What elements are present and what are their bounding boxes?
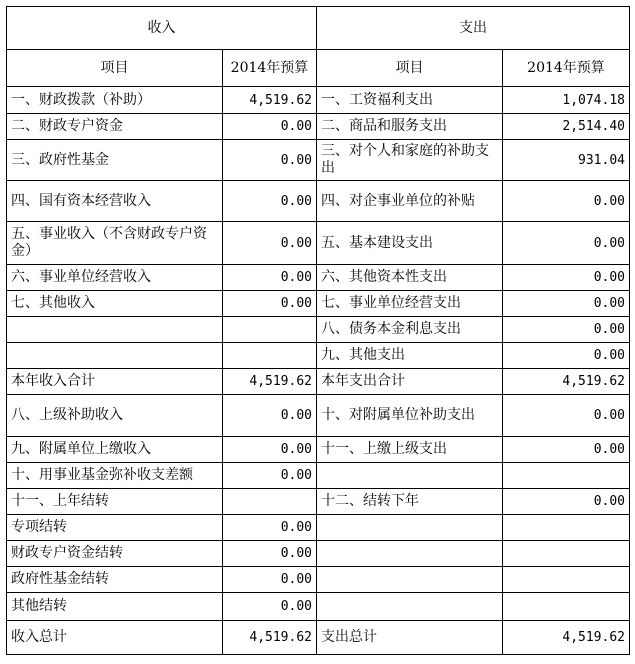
income-amount: 0.00 bbox=[223, 567, 317, 593]
expense-amount: 2,514.40 bbox=[503, 114, 630, 140]
section-header-row bbox=[7, 7, 630, 50]
expense-amount: 1,074.18 bbox=[503, 87, 630, 114]
income-item: 四、国有资本经营收入 bbox=[7, 181, 223, 222]
expense-amount bbox=[503, 515, 630, 541]
carryover-row bbox=[7, 515, 630, 541]
income-item: 一、财政拨款（补助） bbox=[7, 87, 223, 114]
expense-total-label: 支出总计 bbox=[317, 621, 503, 655]
income-amount: 0.00 bbox=[223, 265, 317, 291]
table-row bbox=[7, 87, 630, 114]
expense-budget-header: 2014年预算 bbox=[503, 50, 630, 87]
table-row bbox=[7, 343, 630, 369]
expense-item: 二、商品和服务支出 bbox=[317, 114, 503, 140]
income-item: 六、事业单位经营收入 bbox=[7, 265, 223, 291]
income-amount bbox=[223, 489, 317, 515]
income-item-header: 项目 bbox=[7, 50, 223, 87]
income-budget-header: 2014年预算 bbox=[223, 50, 317, 87]
income-item: 五、事业收入（不含财政专户资金） bbox=[7, 222, 223, 265]
income-section-header: 收入 bbox=[7, 7, 317, 50]
budget-table bbox=[6, 6, 630, 655]
income-item: 九、附属单位上缴收入 bbox=[7, 437, 223, 463]
expense-amount: 931.04 bbox=[503, 140, 630, 181]
expense-item: 三、对个人和家庭的补助支出 bbox=[317, 140, 503, 181]
table-row bbox=[7, 140, 630, 181]
income-amount: 0.00 bbox=[223, 222, 317, 265]
expense-total-amount: 4,519.62 bbox=[503, 621, 630, 655]
income-item: 二、财政专户资金 bbox=[7, 114, 223, 140]
table-row bbox=[7, 265, 630, 291]
expense-item: 四、对企事业单位的补贴 bbox=[317, 181, 503, 222]
income-amount: 0.00 bbox=[223, 515, 317, 541]
income-total-amount: 4,519.62 bbox=[223, 621, 317, 655]
expense-item: 八、债务本金利息支出 bbox=[317, 317, 503, 343]
table-row bbox=[7, 181, 630, 222]
expense-amount: 0.00 bbox=[503, 181, 630, 222]
table-row bbox=[7, 395, 630, 437]
expense-item: 九、其他支出 bbox=[317, 343, 503, 369]
income-item: 三、政府性基金 bbox=[7, 140, 223, 181]
expense-amount: 0.00 bbox=[503, 489, 630, 515]
income-total-label: 收入总计 bbox=[7, 621, 223, 655]
income-item: 八、上级补助收入 bbox=[7, 395, 223, 437]
income-amount: 0.00 bbox=[223, 463, 317, 489]
expense-subtotal-label: 本年支出合计 bbox=[317, 369, 503, 395]
expense-item-header: 项目 bbox=[317, 50, 503, 87]
expense-item: 五、基本建设支出 bbox=[317, 222, 503, 265]
income-item bbox=[7, 317, 223, 343]
expense-amount: 0.00 bbox=[503, 437, 630, 463]
expense-item: 六、其他资本性支出 bbox=[317, 265, 503, 291]
income-item: 十一、上年结转 bbox=[7, 489, 223, 515]
expense-item: 十二、结转下年 bbox=[317, 489, 503, 515]
expense-subtotal-amount: 4,519.62 bbox=[503, 369, 630, 395]
table-row bbox=[7, 114, 630, 140]
table-row bbox=[7, 291, 630, 317]
income-subtotal-amount: 4,519.62 bbox=[223, 369, 317, 395]
income-amount bbox=[223, 317, 317, 343]
expense-amount: 0.00 bbox=[503, 317, 630, 343]
income-amount: 0.00 bbox=[223, 181, 317, 222]
grand-total-row bbox=[7, 621, 630, 655]
expense-item bbox=[317, 463, 503, 489]
income-amount: 0.00 bbox=[223, 593, 317, 621]
expense-item bbox=[317, 593, 503, 621]
table-row bbox=[7, 463, 630, 489]
income-amount: 0.00 bbox=[223, 395, 317, 437]
income-amount bbox=[223, 343, 317, 369]
carryover-row bbox=[7, 593, 630, 621]
expense-item bbox=[317, 515, 503, 541]
expense-item: 十一、上缴上级支出 bbox=[317, 437, 503, 463]
table-row bbox=[7, 222, 630, 265]
income-subtotal-label: 本年收入合计 bbox=[7, 369, 223, 395]
expense-amount: 0.00 bbox=[503, 343, 630, 369]
income-item: 七、其他收入 bbox=[7, 291, 223, 317]
expense-amount: 0.00 bbox=[503, 291, 630, 317]
budget-table-wrapper bbox=[6, 6, 630, 655]
income-carryover-item: 其他结转 bbox=[7, 593, 223, 621]
expense-amount: 0.00 bbox=[503, 222, 630, 265]
expense-item: 一、工资福利支出 bbox=[317, 87, 503, 114]
income-amount: 0.00 bbox=[223, 291, 317, 317]
income-amount: 0.00 bbox=[223, 541, 317, 567]
income-amount: 0.00 bbox=[223, 114, 317, 140]
expense-amount: 0.00 bbox=[503, 265, 630, 291]
expense-amount: 0.00 bbox=[503, 395, 630, 437]
income-carryover-item: 专项结转 bbox=[7, 515, 223, 541]
expense-amount bbox=[503, 567, 630, 593]
expense-item: 七、事业单位经营支出 bbox=[317, 291, 503, 317]
column-header-row bbox=[7, 50, 630, 87]
table-row bbox=[7, 489, 630, 515]
income-carryover-item: 政府性基金结转 bbox=[7, 567, 223, 593]
expense-amount bbox=[503, 541, 630, 567]
income-amount: 4,519.62 bbox=[223, 87, 317, 114]
subtotal-row bbox=[7, 369, 630, 395]
expense-item: 十、对附属单位补助支出 bbox=[317, 395, 503, 437]
expense-amount bbox=[503, 463, 630, 489]
expense-amount bbox=[503, 593, 630, 621]
expense-item bbox=[317, 567, 503, 593]
expense-section-header: 支出 bbox=[317, 7, 630, 50]
income-amount: 0.00 bbox=[223, 140, 317, 181]
table-row bbox=[7, 437, 630, 463]
income-item: 十、用事业基金弥补收支差额 bbox=[7, 463, 223, 489]
carryover-row bbox=[7, 541, 630, 567]
carryover-row bbox=[7, 567, 630, 593]
expense-item bbox=[317, 541, 503, 567]
income-amount: 0.00 bbox=[223, 437, 317, 463]
income-item bbox=[7, 343, 223, 369]
table-row bbox=[7, 317, 630, 343]
income-carryover-item: 财政专户资金结转 bbox=[7, 541, 223, 567]
